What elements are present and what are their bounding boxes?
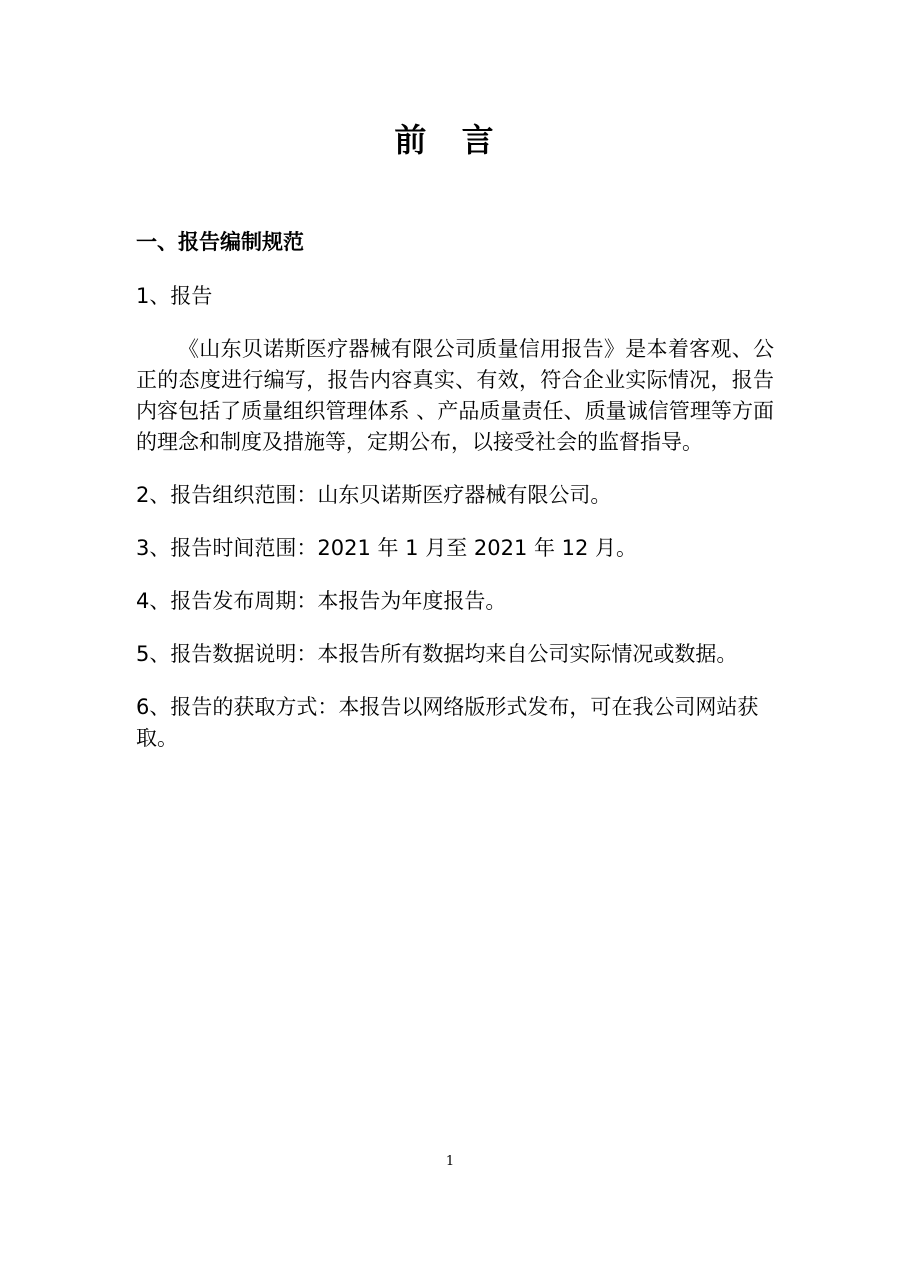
list-item-scope: 2、报告组织范围：山东贝诺斯医疗器械有限公司。 xyxy=(136,483,612,507)
page-title: 前 言 xyxy=(394,121,506,159)
report-description-paragraph: 《山东贝诺斯医疗器械有限公司质量信用报告》是本着客观、公正的态度进行编写，报告内容真实、有效，符合企业实际情况，报告内容包括了质量组织管理体系 、产品质量责任、质量诚信管理等方面的理念和制度及措施等，定期公布，以接受社会的监督指导。 xyxy=(136,337,774,454)
list-item-access-method: 6、报告的获取方式：本报告以网络版形式发布，可在我公司网站获取。 xyxy=(136,695,759,750)
list-item-time-range: 3、报告时间范围：2021 年 1 月至 2021 年 12 月。 xyxy=(136,536,638,560)
list-item-report: 1、报告 xyxy=(136,284,213,308)
page-number: 1 xyxy=(445,1154,455,1169)
document-body xyxy=(136,225,774,776)
list-item-data-description: 5、报告数据说明：本报告所有数据均来自公司实际情况或数据。 xyxy=(136,642,738,666)
section-heading: 一、报告编制规范 xyxy=(136,230,304,254)
list-item-release-cycle: 4、报告发布周期：本报告为年度报告。 xyxy=(136,589,507,613)
